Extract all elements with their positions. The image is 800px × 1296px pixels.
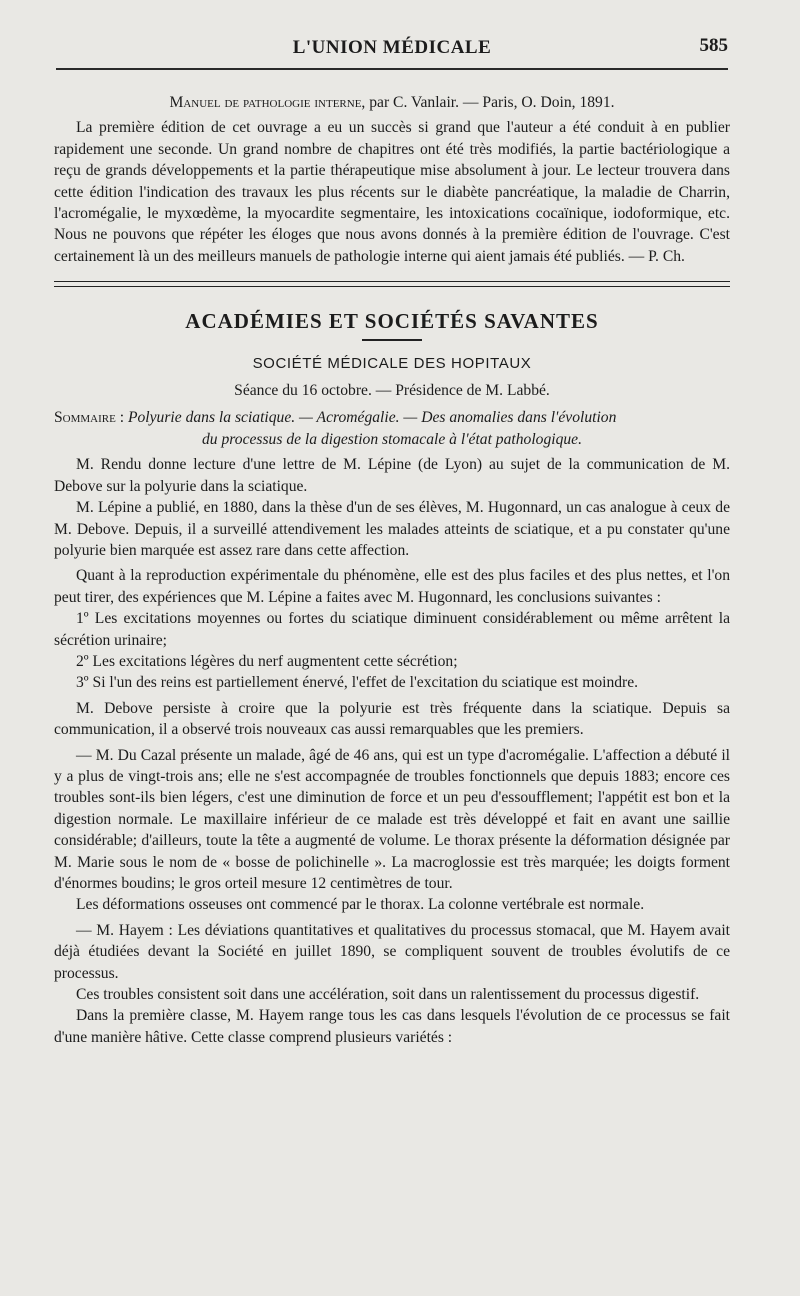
- conclusion-2: 2º Les excitations légères du nerf augmentent cette sécrétion;: [76, 652, 458, 670]
- society-title: SOCIÉTÉ MÉDICALE DES HOPITAUX: [252, 354, 532, 372]
- conclusion-3: 3º Si l'un des reins est partiellement énervé, l'effet de l'excitation du sciatique est moindre.: [76, 674, 639, 692]
- paragraph-premiere-classe: Dans la première classe, M. Hayem range tous les cas dans lesquels l'évolution de ce processus se fait d'une manière hâtive. Cette classe comprend plusieurs variétés :: [54, 1007, 730, 1046]
- paragraph-debove: M. Debove persiste à croire que la polyurie est très fréquente dans la sciatique. Depuis sa communication, il a observé trois nouveaux cas aussi remarquables que les premiers.: [54, 699, 730, 739]
- header-rule: [56, 68, 728, 70]
- paragraph-du-cazal: — M. Du Cazal présente un malade, âgé de 46 ans, qui est un type d'acromégalie. L'affection a débuté il y a plus de vingt-trois ans; elle ne s'est accompagnée de troubles fonctionnels que depuis 1883; encore ces troubles sont-ils bien légers, c'est une diminution de force et un peu d'essoufflement; l'appétit est bon et la digestion normale. Le maxillaire inférieur de ce malade est très développé et fait en avant une saillie considérable; d'ailleurs, toute la tête a augmenté de volume. Le thorax présente la déformation désignée par M. Marie sous le nom de « bosse de polichinelle ». La macroglossie est très marquée; les doigts forment d'énormes boudins; le gros orteil mesure 12 centimètres de tour.: [54, 746, 730, 892]
- summary-continuation: du processus de la digestion stomacale à l'état pathologique.: [202, 430, 582, 448]
- conclusion-1: 1º Les excitations moyennes ou fortes du sciatique diminuent considérablement ou même arrêtent la sécrétion urinaire;: [54, 610, 730, 649]
- running-title: L'UNION MÉDICALE: [292, 37, 492, 58]
- paragraph-experiments: Quant à la reproduction expérimentale du phénomène, elle est des plus faciles et des plus nettes, et l'on peut tirer, des expériences que M. Lépine a faites avec M. Hugonnard, les conclusions suivantes :: [54, 567, 730, 606]
- review-book-title: Manuel de pathologie interne,: [169, 94, 366, 111]
- page-header: [56, 34, 728, 64]
- summary: [54, 407, 730, 428]
- summary-label: Sommaire :: [54, 409, 125, 427]
- section-title: ACADÉMIES ET SOCIÉTÉS SAVANTES: [185, 309, 599, 334]
- page-number: 585: [699, 35, 728, 56]
- review-title: [54, 92, 730, 113]
- title-underline: [362, 339, 422, 341]
- session-line: Séance du 16 octobre. — Présidence de M. Labbé.: [234, 382, 550, 400]
- paragraph-hayem: — M. Hayem : Les déviations quantitatives et qualitatives du processus stomacal, que M. Hayem avait déjà étudiées devant la Société en juillet 1890, se compliquent souvent de troubles évolutifs de ce processus.: [54, 921, 730, 982]
- paragraph-deformations: Les déformations osseuses ont commencé par le thorax. La colonne vertébrale est normale.: [76, 896, 645, 914]
- review-body: La première édition de cet ouvrage a eu un succès si grand que l'auteur a été conduit à en publier rapidement une seconde. Un grand nombre de chapitres ont été très modifiés, la partie bactériologique a reçu de grands développements et la partie thérapeutique mise absolument à jour. Le lecteur trouvera dans cette édition l'indication des travaux les plus récents sur le diabète pancréatique, la maladie de Charrin, l'acromégalie, le myxœdème, la myocardite segmentaire, les intoxications cocaïnique, iodoformique, etc. Nous ne pouvons que répéter les éloges que nous avons donnés à la première édition de l'ouvrage. C'est certainement là un des meilleurs manuels de pathologie interne qui aient jamais été publiés. — P. Ch.: [54, 119, 730, 265]
- review-book-publisher: par C. Vanlair. — Paris, O. Doin, 1891.: [369, 94, 615, 111]
- page-content: [54, 92, 730, 1048]
- paragraph-lepine: M. Lépine a publié, en 1880, dans la thèse d'un de ses élèves, M. Hugonnard, un cas analogue à ceux de M. Debove. Depuis, il a surveillé attendivement les malades atteints de sciatique, et a pu constater qu'une polyurie bien marquée est assez rare dans cette affection.: [54, 499, 730, 559]
- section-divider: [54, 281, 730, 287]
- paragraph-rendu: M. Rendu donne lecture d'une lettre de M. Lépine (de Lyon) au sujet de la communication de M. Debove sur la polyurie dans la sciatique.: [54, 456, 730, 495]
- summary-text: Polyurie dans la sciatique. — Acromégalie. — Des anomalies dans l'évolution: [127, 409, 617, 427]
- paragraph-troubles: Ces troubles consistent soit dans une accélération, soit dans un ralentissement du processus digestif.: [76, 986, 700, 1004]
